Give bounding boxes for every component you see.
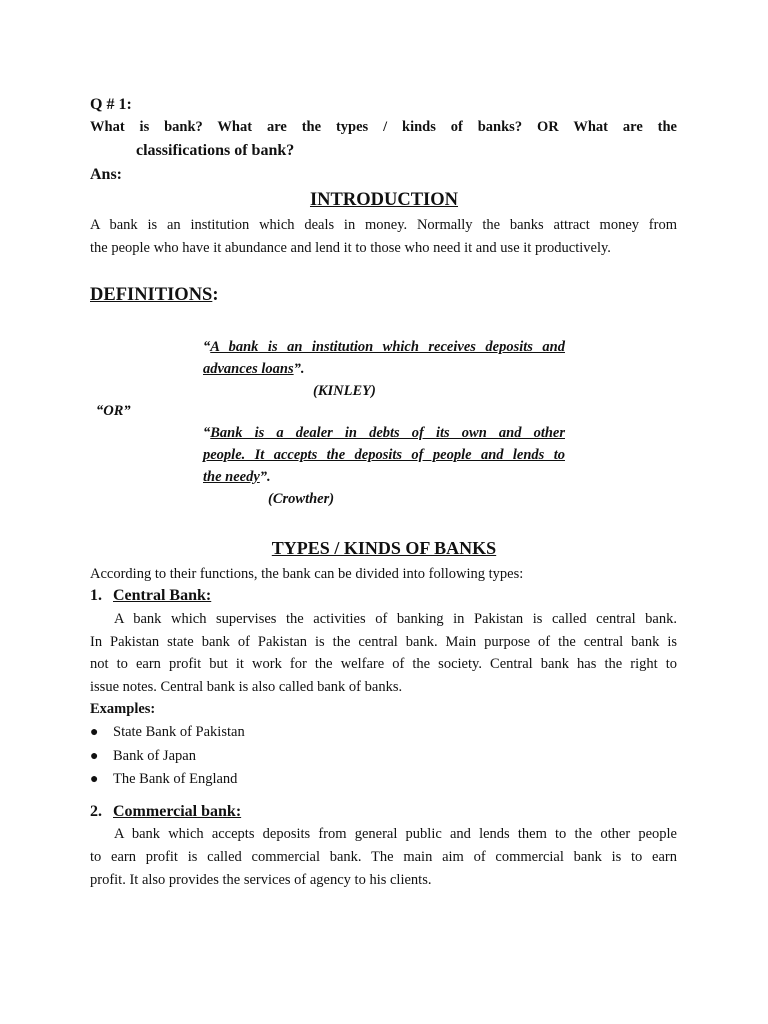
examples-label: Examples:	[90, 701, 156, 717]
definitions-heading-row	[90, 285, 219, 306]
definition-2-line-2: people. It accepts the deposits of people and lends to	[203, 447, 565, 463]
or-label: “OR”	[96, 403, 131, 419]
central-bank-line-4: issue notes. Central bank is also called bank of banks.	[90, 679, 403, 695]
central-bank-line-2: In Pakistan state bank of Pakistan is the central bank. Main purpose of the central bank is	[90, 634, 677, 650]
definition-2-line-1	[203, 425, 565, 442]
definition-1-line-1	[203, 339, 565, 356]
example-item	[90, 724, 245, 741]
commercial-bank-line-3: profit. It also provides the services of agency to his clients.	[90, 872, 432, 888]
commercial-bank-title-row	[90, 803, 241, 821]
definitions-colon: :	[212, 285, 219, 305]
commercial-bank-title: Commercial bank:	[113, 803, 242, 820]
central-bank-title-row	[90, 587, 211, 605]
central-bank-line-3: not to earn profit but it work for the welfare of the society. Central bank has the right to	[90, 656, 677, 672]
introduction-line-1: A bank is an institution which deals in money. Normally the banks attract money from	[90, 217, 677, 233]
example-text: Bank of Japan	[113, 748, 196, 764]
definition-2-text-1: Bank is a dealer in debts of its own and other	[210, 425, 565, 441]
introduction-line-2: the people who have it abundance and lend it to those who need it and use it productively.	[90, 240, 611, 256]
definition-1-line-2	[203, 361, 305, 378]
definition-2-text-3: the needy	[203, 469, 260, 485]
question-number: Q # 1:	[90, 96, 132, 113]
commercial-bank-line-1: A bank which accepts deposits from general public and lends them to the other people	[114, 826, 677, 842]
definition-1-author: (KINLEY)	[313, 383, 376, 399]
example-text: The Bank of England	[113, 771, 238, 787]
types-intro: According to their functions, the bank can be divided into following types:	[90, 566, 524, 582]
definition-2-author: (Crowther)	[268, 491, 335, 507]
open-quote: “	[203, 339, 211, 355]
bullet-icon: ●	[90, 749, 99, 764]
close-quote: ”.	[259, 469, 271, 485]
commercial-bank-number: 2.	[90, 803, 102, 820]
introduction-heading: INTRODUCTION	[309, 190, 459, 210]
definition-1-text-1: A bank is an institution which receives deposits and	[210, 339, 565, 355]
question-line-2: classifications of bank?	[136, 142, 295, 159]
example-item	[90, 771, 237, 788]
central-bank-title: Central Bank:	[113, 587, 212, 604]
central-bank-number: 1.	[90, 587, 102, 604]
example-text: State Bank of Pakistan	[113, 724, 245, 740]
answer-label: Ans:	[90, 166, 123, 183]
bullet-icon: ●	[90, 725, 99, 740]
bullet-icon: ●	[90, 772, 99, 787]
question-line-1: What is bank? What are the types / kinds of banks? OR What are the	[90, 119, 677, 135]
commercial-bank-line-2: to earn profit is called commercial bank. The main aim of commercial bank is to earn	[90, 849, 677, 865]
close-quote: ”.	[293, 361, 305, 377]
open-quote: “	[203, 425, 211, 441]
definitions-heading: DEFINITIONS	[90, 285, 213, 305]
example-item	[90, 748, 196, 765]
definition-2-line-3	[203, 469, 271, 486]
central-bank-line-1: A bank which supervises the activities of banking in Pakistan is called central bank.	[114, 611, 677, 627]
types-heading: TYPES / KINDS OF BANKS	[271, 538, 497, 558]
definition-1-text-2: advances loans	[203, 361, 294, 377]
